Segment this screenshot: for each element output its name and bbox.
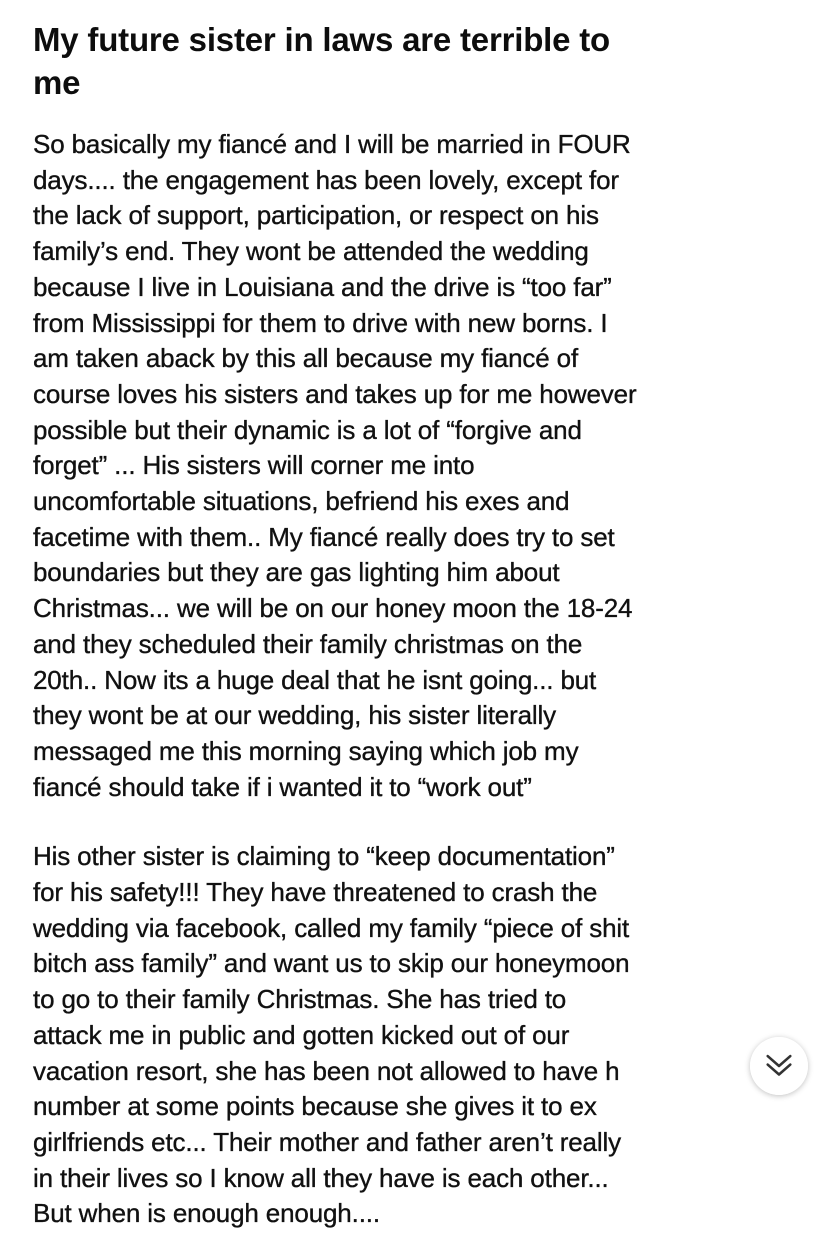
post-title-line: me <box>33 64 81 101</box>
body-line: and they scheduled their family christmas on the <box>33 628 583 659</box>
post <box>33 18 803 1232</box>
post-paragraph <box>33 839 803 1232</box>
body-line: 20th.. Now its a huge deal that he isnt going... but <box>33 664 597 695</box>
post-title <box>33 18 803 104</box>
body-line: in their lives so I know all they have is each other... <box>33 1162 609 1193</box>
body-line: attack me in public and gotten kicked out of our <box>33 1019 570 1050</box>
scroll-down-button[interactable] <box>750 1037 808 1095</box>
post-body <box>33 127 803 1232</box>
body-line: facetime with them.. My fiancé really does try to set <box>33 521 615 552</box>
body-line: from Mississippi for them to drive with new borns. I <box>33 307 608 338</box>
body-line: His other sister is claiming to “keep documentation” <box>33 841 615 872</box>
body-line: girlfriends etc... Their mother and father aren’t really <box>33 1126 621 1157</box>
body-line: because I live in Louisiana and the drive is “too far” <box>33 271 612 302</box>
body-line: vacation resort, she has been not allowed to have h <box>33 1055 620 1086</box>
post-title-line: My future sister in laws are terrible to <box>33 21 611 58</box>
body-line: forget” ... His sisters will corner me into <box>33 450 475 481</box>
body-line: the lack of support, participation, or respect on his <box>33 200 599 231</box>
body-line: But when is enough enough.... <box>33 1198 380 1229</box>
body-line: number at some points because she gives it to ex <box>33 1091 597 1122</box>
body-line: bitch ass family” and want us to skip our honeymoon <box>33 948 630 979</box>
body-line: wedding via facebook, called my family “piece of shit <box>33 912 630 943</box>
body-line: Christmas... we will be on our honey moon the 18-24 <box>33 593 633 624</box>
body-line: uncomfortable situations, befriend his exes and <box>33 486 570 517</box>
body-line: course loves his sisters and takes up for me however <box>33 378 637 409</box>
double-chevron-down-icon <box>762 1049 796 1083</box>
body-line: messaged me this morning saying which job my <box>33 735 579 766</box>
body-line: for his safety!!! They have threatened to crash the <box>33 877 598 908</box>
body-line: boundaries but they are gas lighting him about <box>33 557 560 588</box>
post-paragraph <box>33 127 803 805</box>
body-line: fiancé should take if i wanted it to “work out” <box>33 771 532 802</box>
body-line: to go to their family Christmas. She has tried to <box>33 984 567 1015</box>
body-line: family’s end. They wont be attended the wedding <box>33 236 589 267</box>
body-line: am taken aback by this all because my fiancé of <box>33 343 579 374</box>
body-line: So basically my fiancé and I will be married in FOUR <box>33 129 631 159</box>
body-line: days.... the engagement has been lovely, except for <box>33 164 619 195</box>
body-line: they wont be at our wedding, his sister literally <box>33 700 557 731</box>
body-line: possible but their dynamic is a lot of “forgive and <box>33 414 582 445</box>
